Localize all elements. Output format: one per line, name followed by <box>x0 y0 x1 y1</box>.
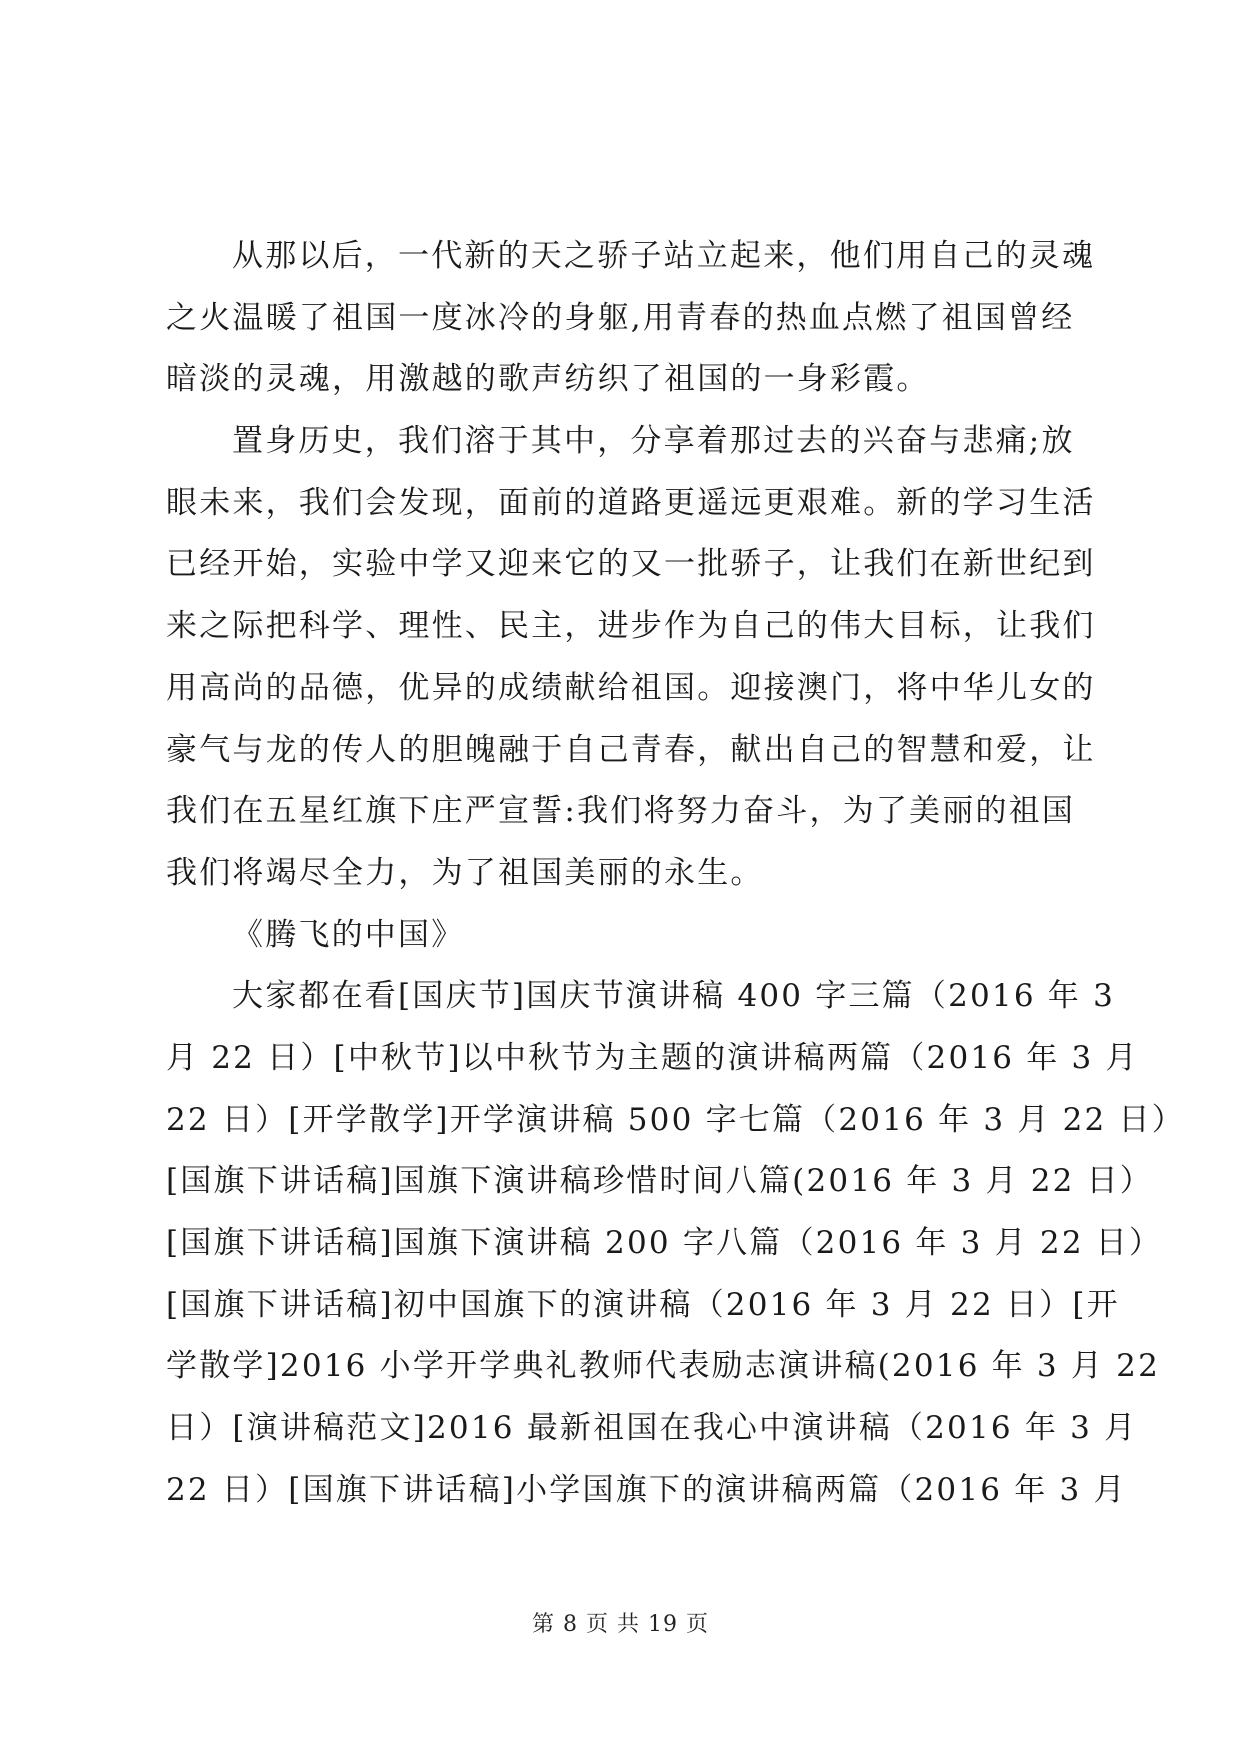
paragraph-line: 我们将竭尽全力，为了祖国美丽的永生。 <box>166 854 764 891</box>
paragraph-line: 置身历史，我们溶于其中，分享着那过去的兴奋与悲痛;放 <box>232 423 1075 460</box>
paragraph-line: 来之际把科学、理性、民主，进步作为自己的伟大目标，让我们 <box>166 608 1096 645</box>
paragraph-line: 学散学]2016 小学开学典礼教师代表励志演讲稿(2016 年 3 月 22 <box>166 1348 1161 1385</box>
paragraph-line: [国旗下讲话稿]国旗下演讲稿 200 字八篇（2016 年 3 月 22 日） <box>166 1225 1163 1261</box>
paragraph-line: 暗淡的灵魂，用激越的歌声纺织了祖国的一身彩霞。 <box>166 361 930 398</box>
paragraph-line: 眼未来，我们会发现，面前的道路更遥远更艰难。新的学习生活 <box>166 484 1096 521</box>
paragraph-line: 22 日）[开学散学]开学演讲稿 500 字七篇（2016 年 3 月 22 日） <box>166 1101 1185 1138</box>
paragraph-line: 我们在五星红旗下庄严宣誓:我们将努力奋斗，为了美丽的祖国 <box>166 793 1076 830</box>
body-text <box>166 226 1185 1521</box>
paragraph-line: 从那以后，一代新的天之骄子站立起来，他们用自己的灵魂 <box>232 238 1096 274</box>
paragraph-line: 月 22 日）[中秋节]以中秋节为主题的演讲稿两篇（2016 年 3 月 <box>166 1039 1139 1076</box>
paragraph-line: [国旗下讲话稿]初中国旗下的演讲稿（2016 年 3 月 22 日）[开 <box>166 1286 1120 1323</box>
paragraph-line: 用高尚的品德，优异的成绩献给祖国。迎接澳门，将中华儿女的 <box>166 669 1096 706</box>
paragraph-line: 大家都在看[国庆节]国庆节演讲稿 400 字三篇（2016 年 3 <box>232 978 1115 1015</box>
section-title: 《腾飞的中国》 <box>232 916 465 953</box>
paragraph-line: 已经开始，实验中学又迎来它的又一批骄子，让我们在新世纪到 <box>166 546 1096 583</box>
paragraph-line: 之火温暖了祖国一度冰冷的身躯,用青春的热血点燃了祖国曾经 <box>166 299 1075 336</box>
page-number-footer: 第 8 页 共 19 页 <box>532 1612 709 1637</box>
paragraph-line: [国旗下讲话稿]国旗下演讲稿珍惜时间八篇(2016 年 3 月 22 日） <box>166 1163 1154 1200</box>
paragraph-line: 日）[演讲稿范文]2016 最新祖国在我心中演讲稿（2016 年 3 月 <box>166 1410 1138 1447</box>
paragraph-line: 豪气与龙的传人的胆魄融于自己青春，献出自己的智慧和爱，让 <box>166 731 1096 768</box>
paragraph-line: 22 日）[国旗下讲话稿]小学国旗下的演讲稿两篇（2016 年 3 月 <box>166 1471 1127 1508</box>
